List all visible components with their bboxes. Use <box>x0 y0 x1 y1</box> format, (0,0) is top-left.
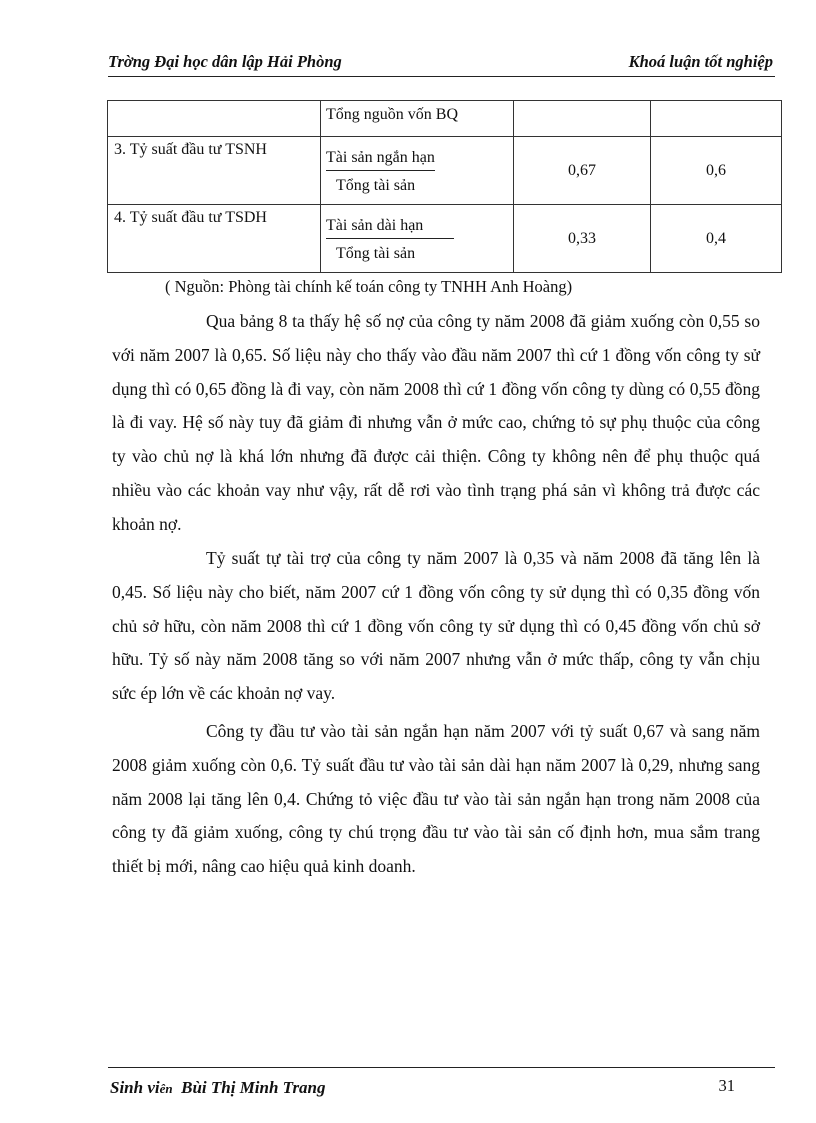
table-row <box>108 205 782 273</box>
footer-student <box>110 1078 326 1098</box>
page-header <box>108 50 775 77</box>
table-row <box>108 137 782 205</box>
value-2008: 0,4 <box>651 205 782 273</box>
formula-numerator: Tài sản dài hạn <box>326 217 454 239</box>
formula-denominator: Tổng tài sản <box>336 244 416 262</box>
paragraph-debt-ratio: Qua bảng 8 ta thấy hệ số nợ của công ty năm 2008 đã giảm xuống còn 0,55 so với năm 2007 là 0,65. Số liệu này cho thấy vào đầu năm 2007 thì cứ 1 đồng vốn công ty sử dụng thì có 0,65 đồng là đi vay, còn năm 2008 thì cứ 1 đồng vốn công ty dùng có 0,55 đồng là đi vay. Hệ số này tuy đã giảm đi nhưng vẫn ở mức cao, chứng tỏ sự phụ thuộc của công ty vào chủ nợ là khá lớn nhưng đã được cải thiện. Công ty không nên để phụ thuộc quá nhiều vào các khoản vay như vậy, rất dễ rơi vào tình trạng phá sản vì không trả được các khoản nợ. <box>112 311 760 534</box>
footer-student-name: Bùi Thị Minh Trang <box>181 1078 326 1097</box>
formula-cell <box>321 205 514 273</box>
value-2007: 0,33 <box>514 205 651 273</box>
row-label: 3. Tỷ suất đầu tư TSNH <box>108 137 321 205</box>
row-label: 4. Tỷ suất đầu tư TSDH <box>108 205 321 273</box>
header-doc-type: Khoá luận tốt nghiệp <box>628 52 773 71</box>
formula-numerator: Tài sản ngắn hạn <box>326 149 435 171</box>
paragraph-equity-ratio: Tỷ suất tự tài trợ của công ty năm 2007 là 0,35 và năm 2008 đã tăng lên là 0,45. Số liệu này cho biết, năm 2007 cứ 1 đồng vốn công ty sử dụng thì có 0,35 đồng vốn chủ sở hữu, còn năm 2008 thì cứ 1 đồng vốn công ty sử dụng thì có 0,45 đồng vốn chủ sở hữu. Tỷ số này năm 2008 tăng so với năm 2007 nhưng vẫn ở mức thấp, công ty vẫn chịu sức ép lớn về các khoản nợ vay. <box>112 548 760 704</box>
ratio-table <box>107 100 782 273</box>
value-2008: 0,6 <box>651 137 782 205</box>
value-2007 <box>514 101 651 137</box>
value-2007: 0,67 <box>514 137 651 205</box>
table-row <box>108 101 782 137</box>
page-number: 31 <box>718 1076 735 1095</box>
footer-student-prefix: Sinh vi <box>110 1078 160 1097</box>
row-label <box>108 101 321 137</box>
footer-student-mid: ên <box>159 1081 173 1096</box>
table-source-note: ( Nguồn: Phòng tài chính kế toán công ty TNHH Anh Hoàng) <box>165 277 573 296</box>
formula-text: Tổng nguồn vốn BQ <box>326 106 458 123</box>
formula-cell <box>321 137 514 205</box>
paragraph-investment-ratio: Công ty đầu tư vào tài sản ngắn hạn năm 2007 với tỷ suất 0,67 và sang năm 2008 giảm xuống còn 0,6. Tỷ suất đầu tư vào tài sản dài hạn năm 2007 là 0,29, nhưng sang năm 2008 lại tăng lên 0,4. Chứng tỏ việc đầu tư vào tài sản ngắn hạn trong năm 2008 của công ty đã giảm xuống, công ty chú trọng đầu tư vào tài sản cố định hơn, mua sắm trang thiết bị mới, nâng cao hiệu quả kinh doanh. <box>112 721 760 877</box>
header-school: Trờng Đại học dân lập Hải Phòng <box>108 52 342 71</box>
value-2008 <box>651 101 782 137</box>
page-footer <box>108 1067 775 1108</box>
formula-cell <box>321 101 514 137</box>
formula-denominator: Tổng tài sản <box>336 176 416 194</box>
